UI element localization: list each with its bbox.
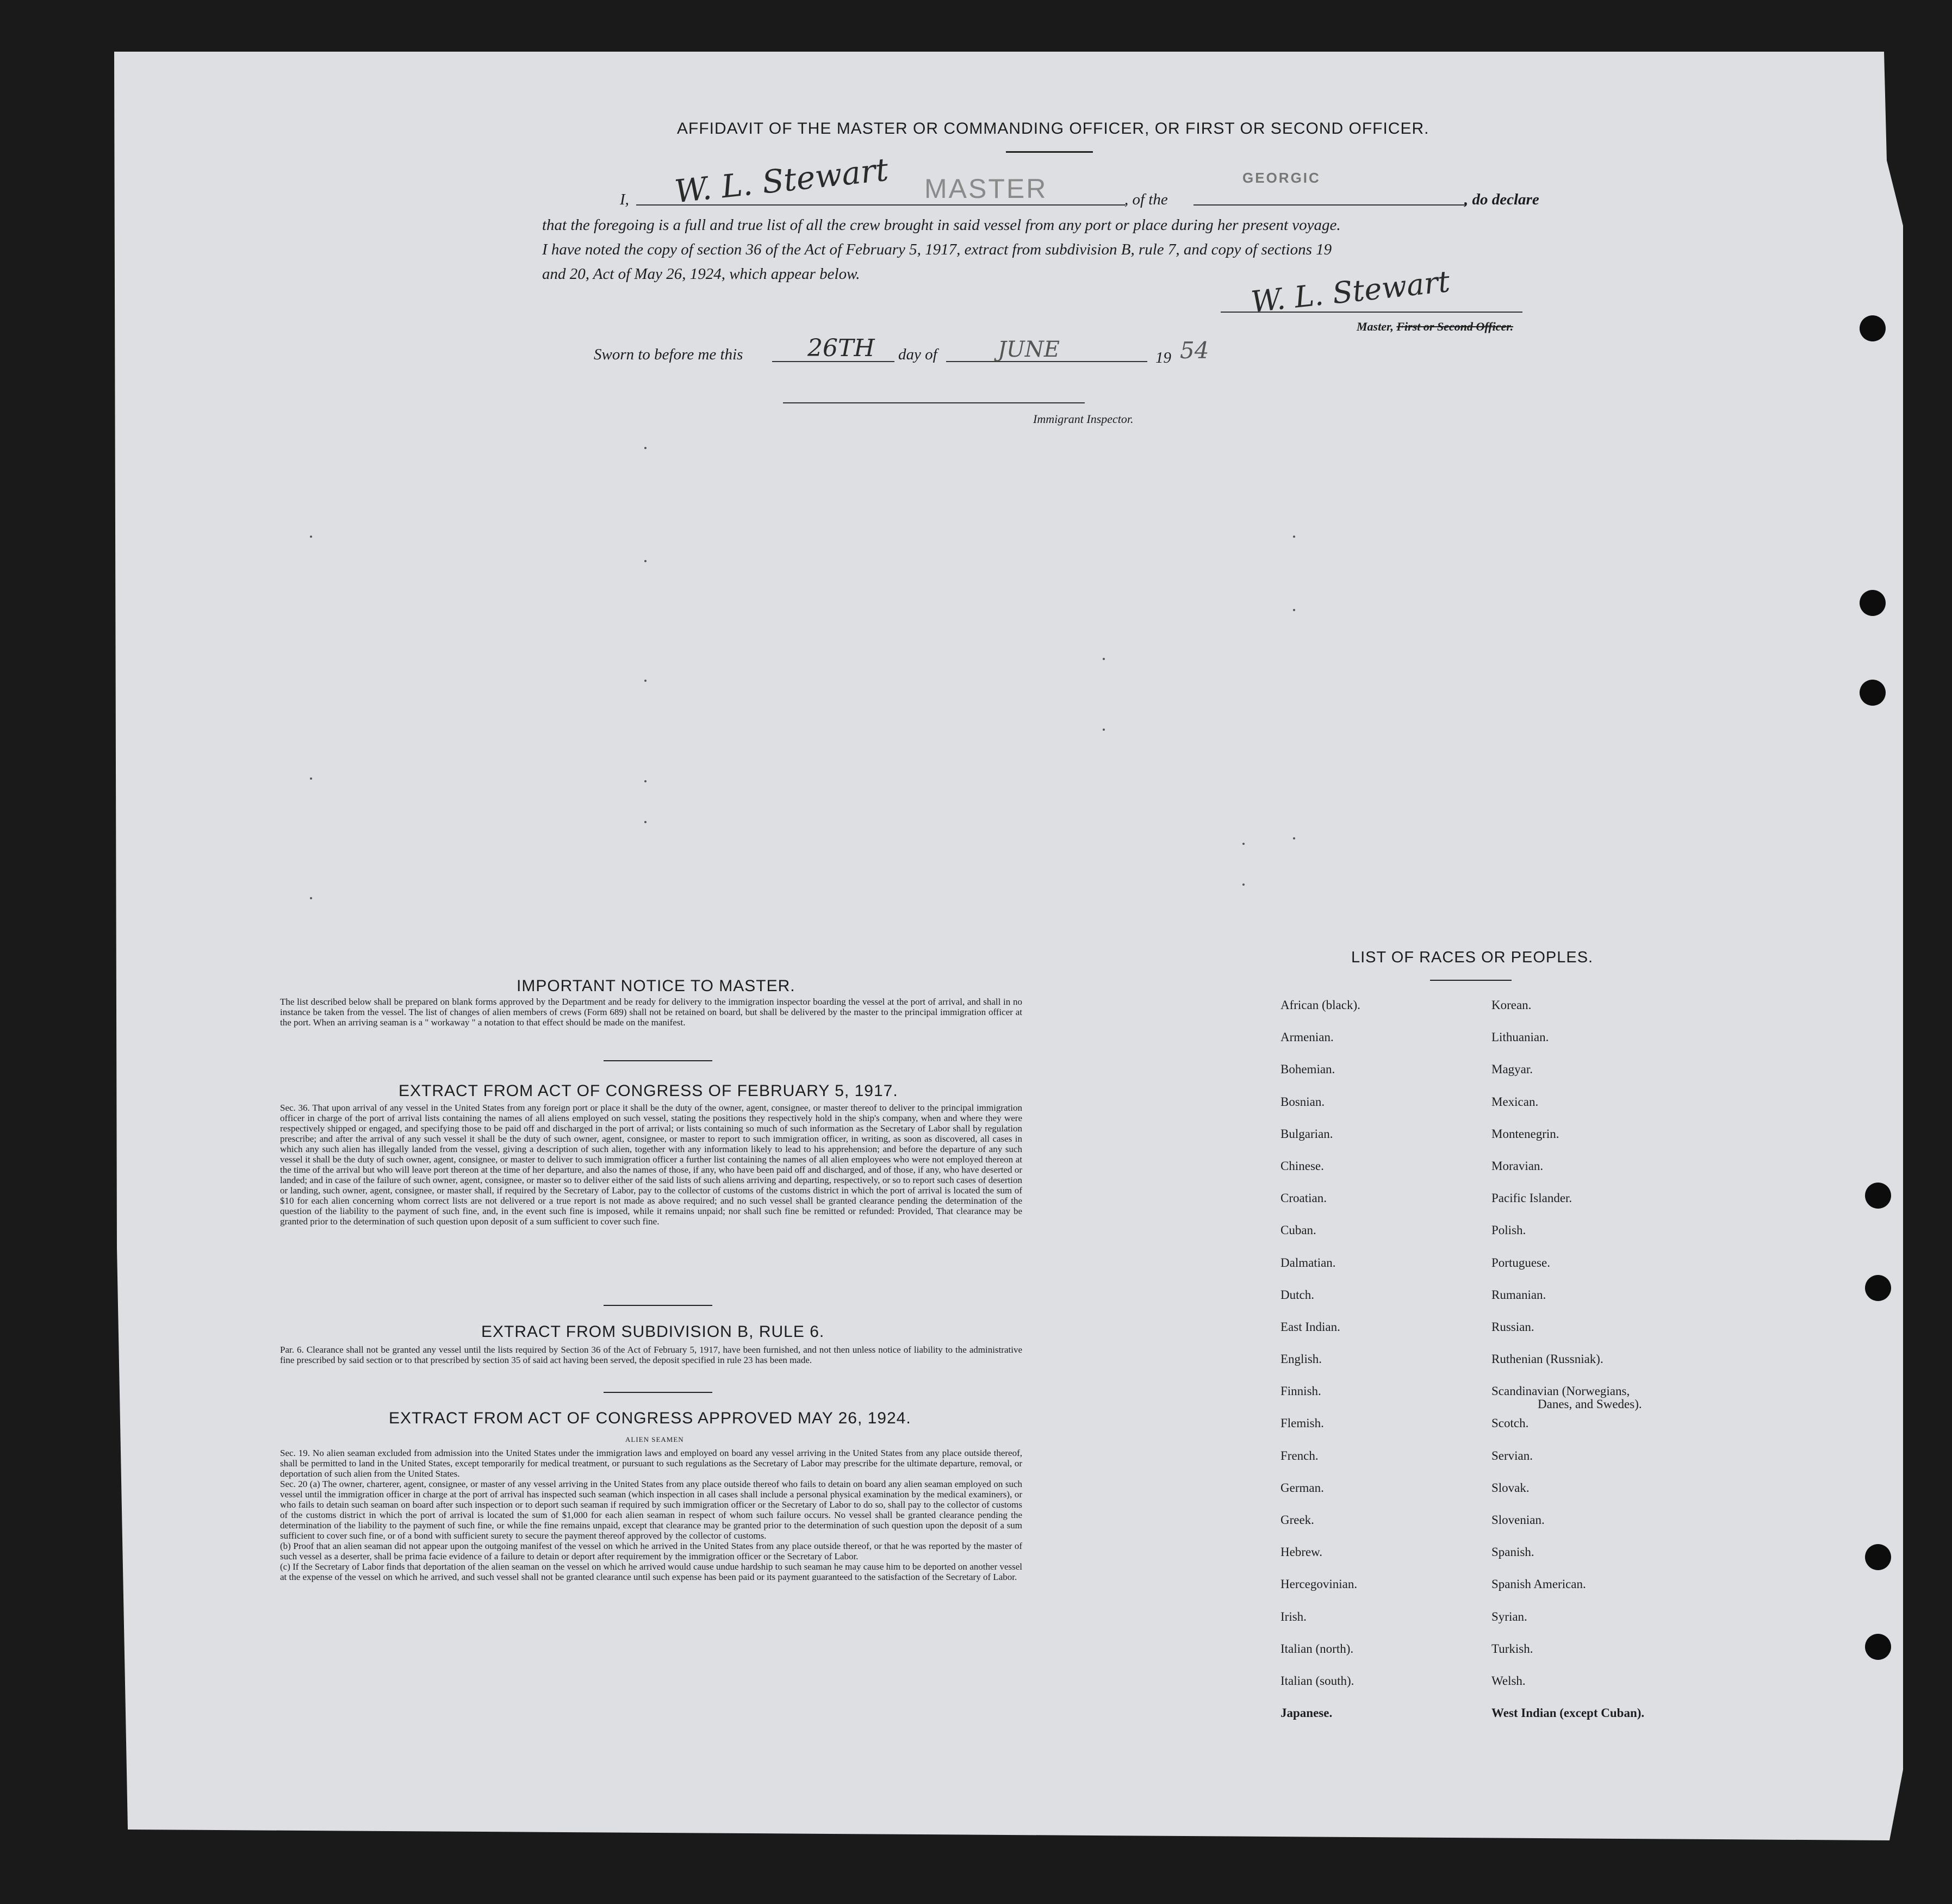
form-dot [310,536,312,538]
race-item: Pacific Islander. [1491,1191,1572,1205]
extract-1917-text: Sec. 36. That upon arrival of any vessel in the United States from any foreign port or place it shall be the duty of the owner, agent, consignee, or master thereof to deliver to the principal immigration officer in charge of the port of arrival lists containing the names of all aliens employed on such vessel, stating the positions they respectively hold in the ship's company, when and where they were respectively shipped or engaged, and specifying those to be paid off and discharged in the port of arrival; or lists containing so much of such information as the Secretary of Labor shall by regulation prescribe; and after the arrival of any such vessel it shall be the duty of such owner, agent, consignee, or master to report to such immigration officer, in writing, as soon as discovered, all cases in which any such alien has illegally landed from the vessel, giving a description of such alien, together with any information likely to lead to his apprehension; and before the departure of any such vessel it shall be the duty of such owner, agent, consignee, or master to deliver to such immigration officer a further list containing the names of all alien employees who were not employed thereon at the time of the arrival but who will leave port thereon at the time of her departure, and also the names of those, if any, who have been paid off and discharged, and of those, if any, who have deserted or landed; and in case of the failure of such owner, agent, consignee, or master so to deliver either of the said lists of such aliens arriving and departing, respectively, or so to report such cases of desertion or landing, such owner, agent, consignee, or master shall, if required by the Secretary of Labor, pay to the collector of customs of the customs district in which the port of arrival is located the sum of $10 for each alien concerning whom correct lists are not delivered or a true report is not made as above required; and no such vessel shall be granted clearance pending the determination of the question of the liability to the payment of such fine, and, in the event such fine is imposed, while it remains unpaid; nor shall such fine be remitted or refunded: Provided, That clearance may be granted prior to the determination of such question upon deposit of a sum sufficient to cover such fine. [280,1103,1022,1227]
race-item: Syrian. [1491,1609,1527,1623]
race-item-scandinavian-line1: Scandinavian (Norwegians, [1491,1384,1630,1398]
vessel-line [1193,204,1465,206]
race-item-scandinavian-line2: Danes, and Swedes). [1538,1397,1642,1411]
race-item: Servian. [1491,1448,1533,1463]
master-signature: W. L. Stewart [673,151,890,210]
officer-signature-line [1221,312,1522,313]
form-dot [310,777,312,780]
race-item: Welsh. [1491,1673,1526,1688]
race-item: Lithuanian. [1491,1030,1549,1044]
race-item: Scotch. [1491,1416,1529,1430]
form-dot [1293,536,1295,538]
race-item: Japanese. [1280,1706,1333,1720]
race-item: French. [1280,1448,1319,1463]
race-item: Ruthenian (Russniak). [1491,1352,1603,1366]
race-item: Armenian. [1280,1030,1334,1044]
race-item: Magyar. [1491,1062,1533,1077]
divider [604,1060,712,1061]
race-item: Cuban. [1280,1223,1316,1237]
race-item: Russian. [1491,1320,1534,1334]
vessel-stamp: GEORGIC [1242,170,1321,186]
sworn-month: JUNE [998,337,1060,362]
race-item: Italian (south). [1280,1673,1354,1688]
race-item: German. [1280,1480,1324,1495]
master-caption [1357,320,1513,334]
sec-20b-text: (b) Proof that an alien seaman did not appear upon the outgoing manifest of the vessel on which he arrived in the United States from any place outside thereof, or that he was reported by the master of such vessel as a deserter, shall be prima facie evidence of a failure to detain or deport after requirement by the immigration officer or the Secretary of Labor. [280,1541,1022,1561]
punch-hole [1865,1183,1891,1209]
race-item: Slovenian. [1491,1513,1545,1527]
year-prefix: 19 [1155,349,1171,366]
extract-rule6-title: EXTRACT FROM SUBDIVISION B, RULE 6. [481,1323,825,1341]
race-item: Montenegrin. [1491,1127,1559,1141]
races-title-rule [1430,980,1512,981]
race-item: Flemish. [1280,1416,1324,1430]
inspector-signature-line [783,402,1085,403]
race-item: Korean. [1491,998,1532,1012]
races-title: LIST OF RACES OR PEOPLES. [1351,949,1594,966]
punch-hole [1865,1544,1891,1570]
race-item: Spanish. [1491,1545,1534,1559]
form-dot [1293,609,1295,611]
punch-hole [1865,1275,1891,1301]
extract-1924-body [280,1448,1022,1582]
race-item: Chinese. [1280,1159,1324,1173]
race-item: Bohemian. [1280,1062,1335,1077]
sworn-label: Sworn to before me this [594,346,743,363]
declaration-line-1: that the foregoing is a full and true list of all the crew brought in said vessel from any port or place during her present voyage. [542,216,1341,234]
race-item: Greek. [1280,1513,1314,1527]
year-suffix: 54 [1180,337,1209,364]
form-dot [1242,883,1245,886]
divider [604,1392,712,1393]
extract-rule6-text: Par. 6. Clearance shall not be granted any vessel until the lists required by Section 36 of the Act of February 5, 1917, have been furnished, and not then unless notice of liability to the administrative fine prescribed by said section or to that prescribed by section 35 of said act having been served, the deposit specified in rule 23 has been made. [280,1345,1022,1365]
form-dot [644,680,646,682]
race-item: Dalmatian. [1280,1255,1336,1270]
race-item: Dutch. [1280,1287,1314,1302]
race-item: Hebrew. [1280,1545,1323,1559]
form-dot [1242,843,1245,845]
notice-title: IMPORTANT NOTICE TO MASTER. [517,977,795,995]
race-item-scandinavian [1491,1384,1644,1416]
form-dot [644,560,646,562]
master-stamp: MASTER [924,173,1048,204]
affidavit-title: AFFIDAVIT OF THE MASTER OR COMMANDING OFFICER, OR FIRST OR SECOND OFFICER. [677,120,1429,138]
notice-text: The list described below shall be prepared on blank forms approved by the Department and be ready for delivery to the immigration inspector boarding the vessel at the port of arrival, and shall in no instance be taken from the vessel. The list of changes of alien members of crews (Form 689) shall not be retained on board, but shall be delivered by the master to the principal immigration officer at the port. When an arriving seaman is a " workaway " a notation to that effect should be made on the manifest. [280,997,1022,1028]
form-dot [644,821,646,823]
form-dot [1103,729,1105,731]
race-item: Bulgarian. [1280,1127,1333,1141]
race-item: Irish. [1280,1609,1307,1623]
race-item: Rumanian. [1491,1287,1546,1302]
master-caption-label: Master, [1357,320,1394,333]
race-item: African (black). [1280,998,1360,1012]
form-dot [310,897,312,899]
race-item: Hercegovinian. [1280,1577,1358,1591]
races-column-2 [1491,998,1644,1738]
sec-20c-text: (c) If the Secretary of Labor finds that deportation of the alien seaman on the vessel on which he arrived would cause undue hardship to such seaman he may cause him to be deported on another vessel at the expense of the vessel on which he arrived, and such vessel shall not be granted clearance until such expense has been paid or its payment guaranteed to the satisfaction of the Secretary of Labor. [280,1561,1022,1582]
form-dot [644,447,646,449]
race-item: Mexican. [1491,1094,1539,1109]
race-item: Spanish American. [1491,1577,1586,1591]
divider [604,1305,712,1306]
punch-hole [1860,315,1886,341]
extract-1924-title: EXTRACT FROM ACT OF CONGRESS APPROVED MAY 26, 1924. [389,1409,911,1427]
race-item: Finnish. [1280,1384,1321,1398]
declaration-line-2: I have noted the copy of section 36 of the Act of February 5, 1917, extract from subdivision B, rule 7, and copy of sections 19 [542,241,1332,258]
struck-officer-caption: First or Second Officer. [1396,320,1514,333]
officer-signature: W. L. Stewart [1249,264,1452,320]
inspector-caption: Immigrant Inspector. [1033,412,1134,426]
punch-hole [1860,590,1886,616]
sworn-day: 26TH [807,334,875,362]
sec-19-text: Sec. 19. No alien seaman excluded from admission into the United States under the immigration laws and employed on board any vessel arriving in the United States from any place outside thereof, shall be permitted to land in the United States, except temporarily for medical treatment, or pursuant to such regulations as the Secretary of Labor may prescribe for the ultimate departure, removal, or deportation of such alien from the United States. [280,1448,1022,1479]
sec-20a-text: Sec. 20 (a) The owner, charterer, agent, consignee, or master of any vessel arriving in the United States from any place outside thereof who fails to detain on board any alien seaman employed on such vessel until the immigration officer in charge at the port of arrival has inspected such seaman (which inspection in all cases shall include a personal physical examination by the medical examiners), or who fails to detain such seaman on board after such inspection or to deport such seaman if required by such immigration officer or the Secretary of Labor to do so, shall pay to the collector of customs of the customs district in which the port of arrival is located the sum of $1,000 for each alien seaman in respect of whom such failure occurs. No vessel shall be granted clearance pending the determination of the liability to the payment of such fine, or while the fine remains unpaid, except that clearance may be granted prior to the determination of such question upon the deposit of a sum sufficient to cover such fine, or of a bond with sufficient surety to secure the payment thereof approved by the collector of customs. [280,1479,1022,1541]
title-rule [1006,151,1093,153]
race-item: West Indian (except Cuban). [1491,1706,1645,1720]
form-dot [1293,837,1295,839]
extract-1924-subtitle: ALIEN SEAMEN [625,1435,684,1443]
race-item: East Indian. [1280,1320,1340,1334]
punch-hole [1865,1634,1891,1660]
race-item: Polish. [1491,1223,1526,1237]
form-dot [1103,658,1105,660]
race-item: Bosnian. [1280,1094,1325,1109]
race-item: English. [1280,1352,1322,1366]
race-item: Slovak. [1491,1480,1530,1495]
day-of-label: day of [898,346,937,363]
race-item: Portuguese. [1491,1255,1550,1270]
i-label: I, [620,191,629,208]
race-item: Croatian. [1280,1191,1327,1205]
of-the-label: , of the [1124,191,1168,208]
race-item: Turkish. [1491,1641,1533,1656]
extract-1917-title: EXTRACT FROM ACT OF CONGRESS OF FEBRUARY 5, 1917. [399,1082,898,1100]
punch-hole [1860,680,1886,706]
race-item: Italian (north). [1280,1641,1354,1656]
form-dot [644,780,646,782]
declaration-line-3: and 20, Act of May 26, 1924, which appear below. [542,265,860,283]
races-column-1 [1280,998,1360,1738]
do-declare-label: , do declare [1464,191,1539,208]
race-item: Moravian. [1491,1159,1544,1173]
